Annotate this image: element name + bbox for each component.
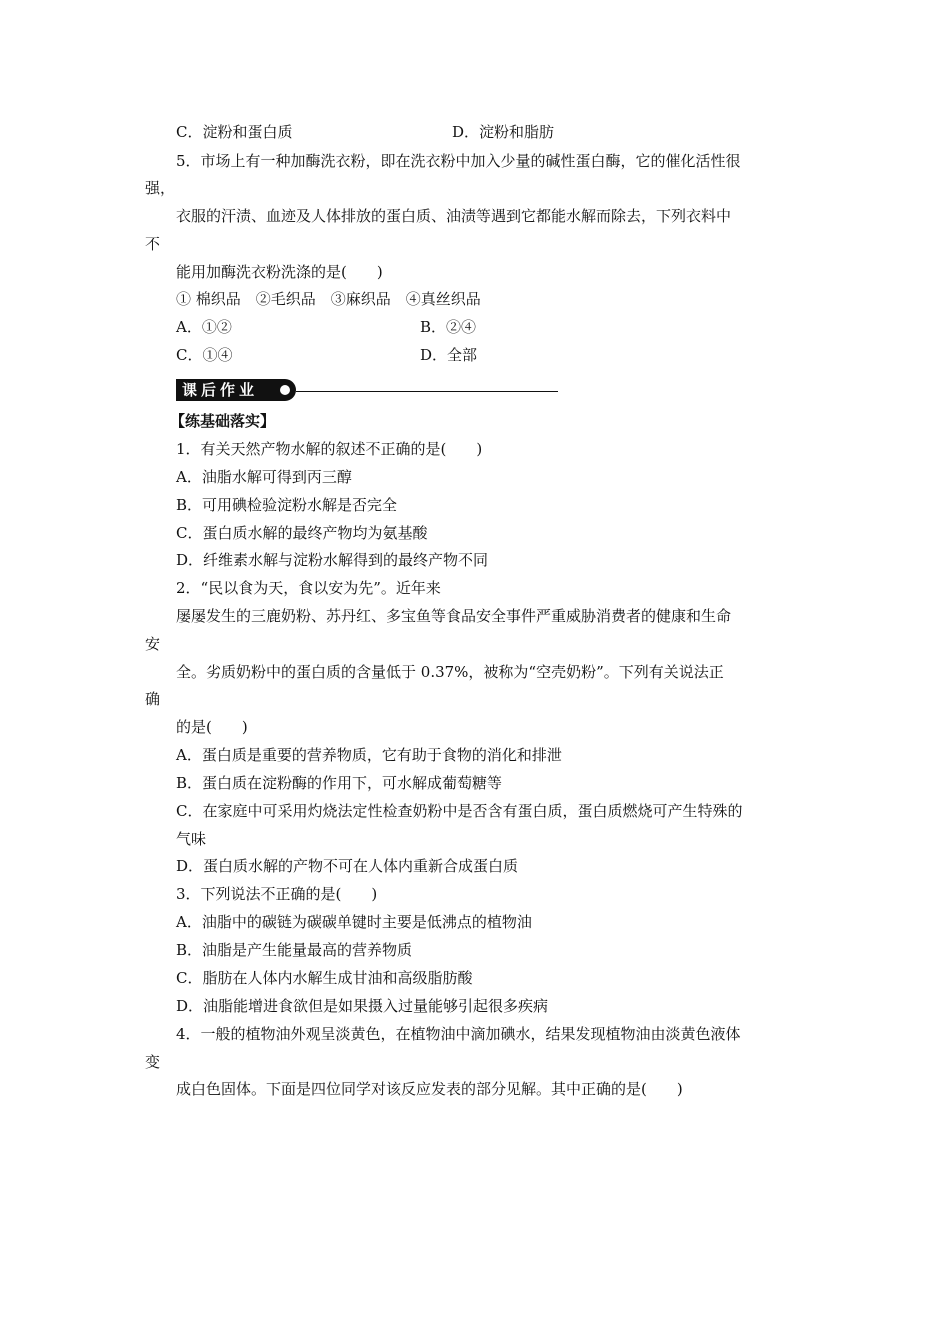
banner-rule xyxy=(296,391,558,392)
hw2-option-d: D．蛋白质水解的产物不可在人体内重新合成蛋白质 xyxy=(176,857,519,875)
hw3-option-d: D．油脂能增进食欲但是如果摄入过量能够引起很多疾病 xyxy=(176,997,549,1015)
option-d: D．全部 xyxy=(420,346,478,364)
hw4-line1-wrap: 变 xyxy=(145,1053,161,1071)
hw2-line4: 的是( ) xyxy=(176,718,248,736)
q5-options-row1 xyxy=(176,317,477,337)
q5-items: ① 棉织品 ②毛织品 ③麻织品 ④真丝织品 xyxy=(176,290,481,308)
hw1-option-d: D．纤维素水解与淀粉水解得到的最终产物不同 xyxy=(176,551,489,569)
hw3-option-a: A．油脂中的碳链为碳碳单键时主要是低沸点的植物油 xyxy=(176,913,532,931)
option-d: D．淀粉和脂肪 xyxy=(452,123,555,141)
q5-line3: 能用加酶洗衣粉洗涤的是( ) xyxy=(176,263,383,281)
hw3-option-b: B．油脂是产生能量最高的营养物质 xyxy=(176,941,413,959)
hw4-line1: 4．一般的植物油外观呈淡黄色，在植物油中滴加碘水，结果发现植物油由淡黄色液体 xyxy=(176,1025,741,1043)
hw2-option-c-wrap: 气味 xyxy=(176,830,207,848)
hw2-line2: 屡屡发生的三鹿奶粉、苏丹红、多宝鱼等食品安全事件严重威胁消费者的健康和生命 xyxy=(176,607,732,625)
option-c: C．淀粉和蛋白质 xyxy=(176,123,293,141)
hw1-option-b: B．可用碘检验淀粉水解是否完全 xyxy=(176,496,398,514)
hw3-stem: 3．下列说法不正确的是( ) xyxy=(176,885,378,903)
option-a: A．①② xyxy=(176,318,232,336)
banner-label: 课后作业 xyxy=(176,379,296,401)
q5-line2: 衣服的汗渍、血迹及人体排放的蛋白质、油渍等遇到它都能水解而除去，下列衣料中 xyxy=(176,207,732,225)
option-b: B．②④ xyxy=(420,318,477,336)
hw1-option-a: A．油脂水解可得到丙三醇 xyxy=(176,468,352,486)
hw2-line1: 2．“民以食为天，食以安为先”。近年来 xyxy=(176,579,441,597)
section-heading: 【练基础落实】 xyxy=(170,412,276,430)
hw4-line2: 成白色固体。下面是四位同学对该反应发表的部分见解。其中正确的是( ) xyxy=(176,1080,683,1098)
hw1-stem: 1．有关天然产物水解的叙述不正确的是( ) xyxy=(176,440,483,458)
q5-line1-wrap: 强， xyxy=(145,179,176,197)
option-c: C．①④ xyxy=(176,346,233,364)
hw2-line3: 全。劣质奶粉中的蛋白质的含量低于 0.37%，被称为“空壳奶粉”。下列有关说法正 xyxy=(176,663,724,681)
hw2-line2-wrap: 安 xyxy=(145,635,161,653)
hw2-option-c: C．在家庭中可采用灼烧法定性检查奶粉中是否含有蛋白质，蛋白质燃烧可产生特殊的 xyxy=(176,802,743,820)
hw1-option-c: C．蛋白质水解的最终产物均为氨基酸 xyxy=(176,524,428,542)
hw3-option-c: C．脂肪在人体内水解生成甘油和高级脂肪酸 xyxy=(176,969,473,987)
hw2-option-b: B．蛋白质在淀粉酶的作用下，可水解成葡萄糖等 xyxy=(176,774,503,792)
bullet-dot-icon xyxy=(280,385,290,395)
q4-options-row xyxy=(176,122,555,142)
homework-banner xyxy=(176,379,558,401)
q5-line2-wrap: 不 xyxy=(145,235,161,253)
q5-line1: 5．市场上有一种加酶洗衣粉，即在洗衣粉中加入少量的碱性蛋白酶，它的催化活性很 xyxy=(176,152,741,170)
hw2-option-a: A．蛋白质是重要的营养物质，它有助于食物的消化和排泄 xyxy=(176,746,562,764)
q5-options-row2 xyxy=(176,345,478,365)
hw2-line3-wrap: 确 xyxy=(145,690,161,708)
